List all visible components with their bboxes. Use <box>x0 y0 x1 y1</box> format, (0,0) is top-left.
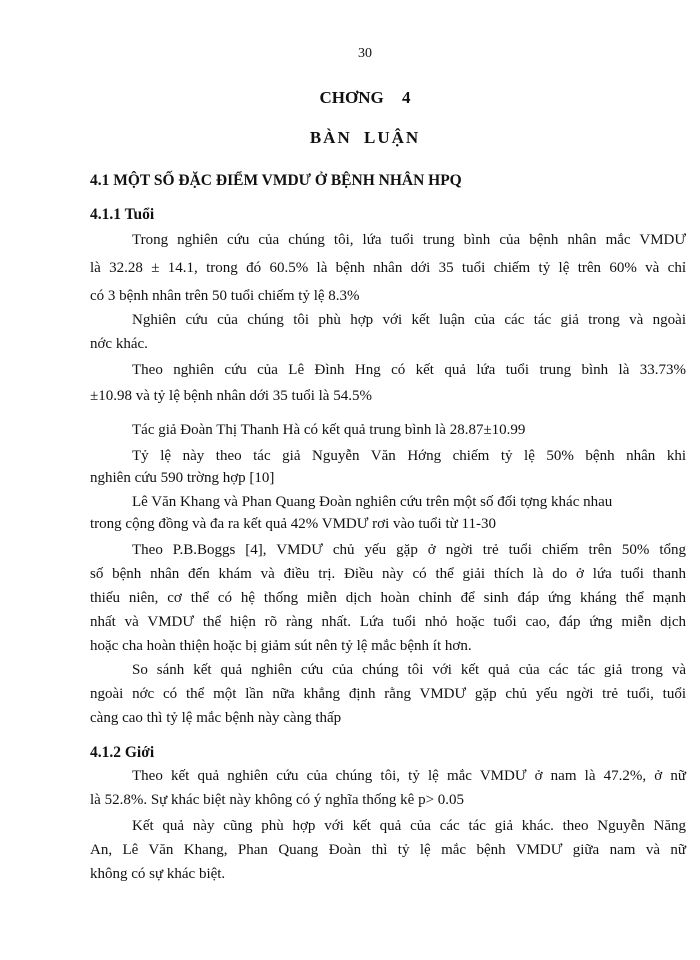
subsection-heading-age: 4.1.1 Tuổi <box>90 206 155 223</box>
paragraph-line: hoặc cha hoàn thiện hoặc bị giảm sút nên tỷ lệ mắc bệnh ít hơn. <box>90 638 472 654</box>
paragraph-line: ±10.98 và tỷ lệ bệnh nhân dới 35 tuổi là 54.5% <box>90 388 372 404</box>
paragraph-line: nớc khác. <box>90 336 148 352</box>
chapter-title: BÀN LUẬN <box>309 128 421 147</box>
paragraph-line: nghiên cứu 590 trờng hợp [10] <box>90 470 275 486</box>
section-heading: 4.1 MỘT SỐ ĐẶC ĐIỂM VMDƯ Ở BỆNH NHÂN HPQ <box>90 172 462 189</box>
paragraph-line: là 52.8%. Sự khác biệt này không có ý nghĩa thống kê p> 0.05 <box>90 792 465 808</box>
paragraph-line: nhất và VMDƯ thể hiện rõ ràng nhất. Lứa tuổi nhỏ hoặc tuổi cao, đáp ứng miễn dịch <box>90 614 686 630</box>
paragraph-line: thiếu niên, cơ thể có hệ thống miễn dịch hoàn chỉnh để sinh đáp ứng kháng thể mạnh <box>90 590 686 606</box>
paragraph-line: An, Lê Văn Khang, Phan Quang Đoàn thì tỷ lệ mắc bệnh VMDƯ giữa nam và nữ <box>90 842 686 858</box>
paragraph-line: Theo kết quả nghiên cứu của chúng tôi, tỷ lệ mắc VMDƯ ở nam là 47.2%, ở nữ <box>132 768 686 784</box>
paragraph-line: Theo P.B.Boggs [4], VMDƯ chủ yếu gặp ở ngời trẻ tuổi chiếm trên 50% tổng <box>132 542 686 558</box>
paragraph-line: càng cao thì tỷ lệ mắc bệnh này càng thấp <box>90 710 342 726</box>
paragraph-line: So sánh kết quả nghiên cứu của chúng tôi với kết quả của các tác giả trong và <box>132 662 686 678</box>
paragraph-line: là 32.28 ± 14.1, trong đó 60.5% là bệnh nhân dới 35 tuổi chiếm tỷ lệ trên 60% và chỉ <box>90 260 686 276</box>
paragraph-line: Trong nghiên cứu của chúng tôi, lứa tuổi trung bình của bệnh nhân mắc VMDƯ <box>132 232 686 248</box>
page-number: 30 <box>358 46 372 61</box>
paragraph-line: Tỷ lệ này theo tác giả Nguyễn Văn Hớng chiếm tỷ lệ 50% bệnh nhân khi <box>132 448 686 464</box>
paragraph-line: Lê Văn Khang và Phan Quang Đoàn nghiên cứu trên một số đối tợng khác nhau <box>132 494 613 510</box>
paragraph-line: số bệnh nhân đến khám và điều trị. Điều này có thể giải thích là do ở lứa tuổi thanh <box>90 566 686 582</box>
paragraph-line: không có sự khác biệt. <box>90 866 226 882</box>
chapter-heading: CHƠNG 4 <box>319 88 411 107</box>
subsection-heading-gender: 4.1.2 Giới <box>90 744 155 761</box>
paragraph-line: Kết quả này cũng phù hợp với kết quả của các tác giả khác. theo Nguyễn Năng <box>132 818 686 834</box>
paragraph-line: trong cộng đồng và đa ra kết quả 42% VMDƯ rơi vào tuổi từ 11-30 <box>90 516 496 532</box>
paragraph-line: Nghiên cứu của chúng tôi phù hợp với kết luận của các tác giả trong và ngoài <box>132 312 686 328</box>
paragraph-line: Theo nghiên cứu của Lê Đình Hng có kết quả lứa tuổi trung bình là 33.73% <box>132 362 686 378</box>
paragraph-line: Tác giả Đoàn Thị Thanh Hà có kết quả trung bình là 28.87±10.99 <box>132 422 526 438</box>
paragraph-line: ngoài nớc có thể một lần nữa khẳng định rằng VMDƯ gặp chủ yếu ngời trẻ tuổi, tuổi <box>90 686 686 702</box>
paragraph-line: có 3 bệnh nhân trên 50 tuổi chiếm tỷ lệ 8.3% <box>90 288 360 304</box>
